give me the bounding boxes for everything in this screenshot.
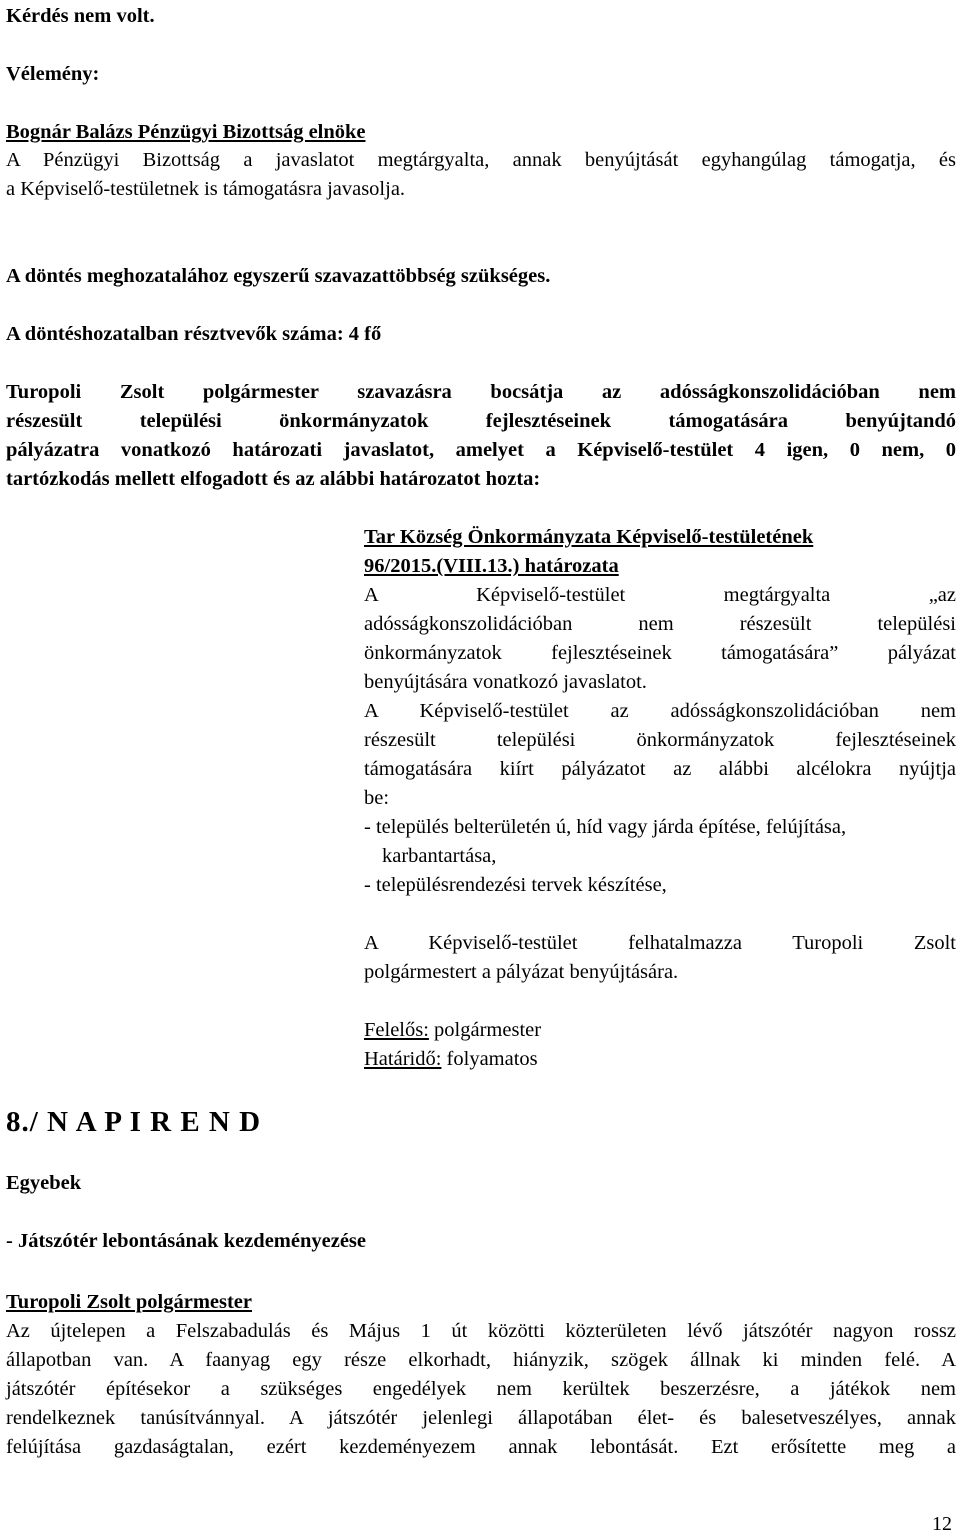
vote-statement-line: tartózkodás mellett elfogadott és az alábbi határozatot hozta:	[6, 468, 541, 490]
opinion-heading: Vélemény:	[6, 63, 100, 85]
resolution-text-line: A Képviselő-testület felhatalmazza Turopoli Zsolt	[364, 932, 956, 954]
resolution-text-line: önkormányzatok fejlesztéseinek támogatására” pályázat	[364, 642, 956, 664]
vote-statement-line: Turopoli Zsolt polgármester szavazásra bocsátja az adósságkonszolidációban nem	[6, 381, 956, 403]
agenda-topic: - Játszótér lebontásának kezdeményezése	[6, 1230, 367, 1252]
deadline-label: Határidő:	[364, 1048, 442, 1070]
agenda-body-line: rendelkeznek tanúsítvánnyal. A játszótér jelenlegi állapotában élet- és balesetveszélyes, annak	[6, 1407, 956, 1429]
agenda-category: Egyebek	[6, 1172, 82, 1194]
resolution-list-item: - település belterületén ú, híd vagy járda építése, felújítása,	[364, 816, 847, 838]
resolution-title: Tar Község Önkormányzata Képviselő-testületének	[364, 526, 814, 548]
responsible-value: polgármester	[428, 1019, 542, 1041]
resolution-number: 96/2015.(VIII.13.) határozata	[364, 555, 619, 577]
participants-text: A döntéshozatalban résztvevők száma: 4 fő	[6, 323, 382, 345]
resolution-text-line: be:	[364, 787, 390, 809]
agenda-speaker: Turopoli Zsolt polgármester	[6, 1291, 253, 1313]
resolution-text-line: A Képviselő-testület az adósságkonszolidációban nem	[364, 700, 956, 722]
resolution-text-line: adósságkonszolidációban nem részesült települési	[364, 613, 956, 635]
resolution-list-item: - településrendezési tervek készítése,	[364, 874, 667, 896]
resolution-text-line: részesült települési önkormányzatok fejlesztéseinek	[364, 729, 956, 751]
responsible-label: Felelős:	[364, 1019, 429, 1041]
opinion-speaker: Bognár Balázs Pénzügyi Bizottság elnöke	[6, 121, 366, 143]
deadline-line	[364, 1045, 538, 1074]
agenda-heading: 8./ N A P I R E N D	[6, 1106, 262, 1138]
deadline-value: folyamatos	[441, 1048, 538, 1070]
resolution-text-line: polgármestert a pályázat benyújtására.	[364, 961, 679, 983]
agenda-body-line: játszótér építésekor a szükséges engedélyek nem kerültek beszerzésre, a játékok nem	[6, 1378, 956, 1400]
vote-statement-line: részesült települési önkormányzatok fejlesztéseinek támogatására benyújtandó	[6, 410, 956, 432]
resolution-text-line: A Képviselő-testület megtárgyalta „az	[364, 584, 956, 606]
resolution-text-line: benyújtására vonatkozó javaslatot.	[364, 671, 647, 693]
agenda-body-line: állapotban van. A faanyag egy része elkorhadt, hiányzik, szögek állnak ki minden felé. A	[6, 1349, 956, 1371]
agenda-body-line: Az újtelepen a Felszabadulás és Május 1 út közötti közterületen lévő játszótér nagyon rossz	[6, 1320, 956, 1342]
opinion-line: a Képviselő-testületnek is támogatásra javasolja.	[6, 178, 406, 200]
vote-statement-line: pályázatra vonatkozó határozati javaslatot, amelyet a Képviselő-testület 4 igen, 0 nem, 0	[6, 439, 956, 461]
responsible-line	[364, 1016, 541, 1045]
majority-text: A döntés meghozatalához egyszerű szavazattöbbség szükséges.	[6, 265, 551, 287]
resolution-list-item: karbantartása,	[382, 845, 497, 867]
opinion-line: A Pénzügyi Bizottság a javaslatot megtárgyalta, annak benyújtását egyhangúlag támogatja, és	[6, 149, 956, 171]
page-number: 12	[932, 1513, 952, 1535]
agenda-body-line: felújítása gazdaságtalan, ezért kezdeményezem annak lebontását. Ezt erősítette meg a	[6, 1436, 956, 1458]
no-question-text: Kérdés nem volt.	[6, 5, 155, 27]
resolution-text-line: támogatására kiírt pályázatot az alábbi alcélokra nyújtja	[364, 758, 956, 780]
